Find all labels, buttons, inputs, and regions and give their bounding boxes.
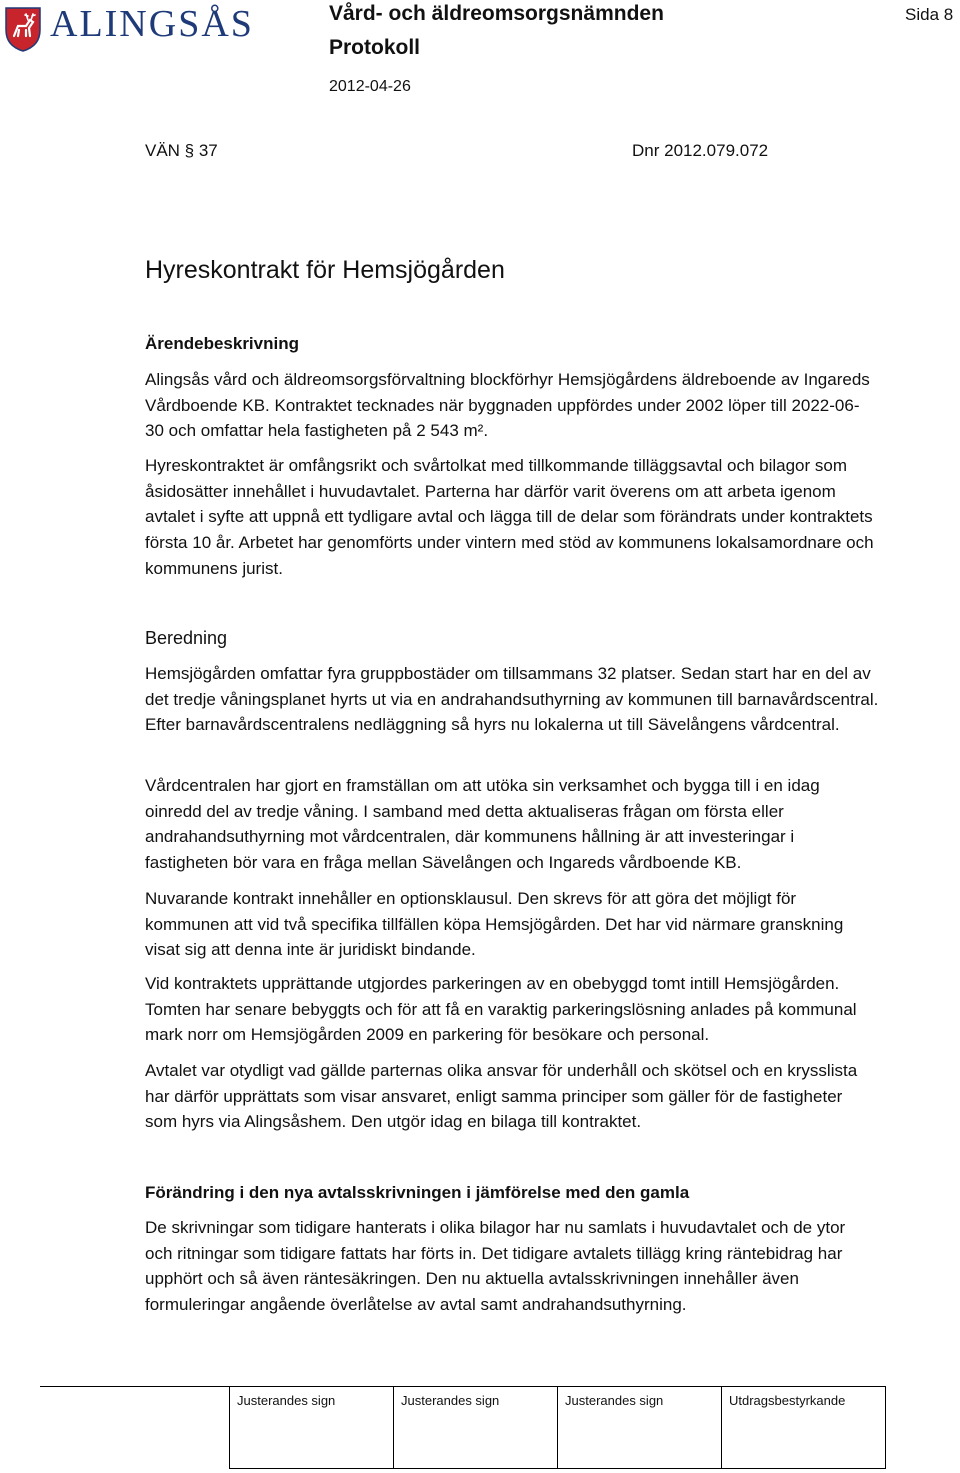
diary-number: Dnr 2012.079.072 xyxy=(632,141,769,160)
signature-box-bottom xyxy=(229,1468,885,1469)
paragraph: Nuvarande kontrakt innehåller en optionsklausul. Den skrevs för att göra det möjligt för kommunen att vid två specifika tillfällen köpa Hemsjögården. Det har vid närmare granskning visat sig att denna inte är juridiskt bindande. xyxy=(145,889,844,960)
signature-label: Justerandes sign xyxy=(237,1393,336,1408)
document-type: Protokoll xyxy=(329,36,421,59)
page-title: Hyreskontrakt för Hemsjögården xyxy=(145,256,505,284)
signature-label: Justerandes sign xyxy=(401,1393,500,1408)
paragraph: Vårdcentralen har gjort en framställan om att utöka sin verksamhet och bygga till i en idag oinredd del av tredje våning. I samband med detta aktualiseras frågan om första eller andrahandsuthyrning mot vårdcentralen, där kommunens hållning är att investeringar i fastigheten bör vara en fråga mellan Sävelången och Ingareds vårdboende KB. xyxy=(145,776,820,873)
signature-box-divider xyxy=(721,1386,722,1469)
extract-certification-label: Utdragsbestyrkande xyxy=(729,1393,846,1408)
logo-wordmark: ALINGSÅS xyxy=(50,3,254,45)
section-heading-forandring: Förändring i den nya avtalsskrivningen i jämförelse med den gamla xyxy=(145,1183,690,1202)
signature-box-divider xyxy=(885,1386,886,1469)
signature-box-divider xyxy=(229,1386,230,1469)
signature-box-divider xyxy=(557,1386,558,1469)
paragraph: Avtalet var otydligt vad gällde parternas olika ansvar för underhåll och skötsel och en krysslista har därför upprättats som visar ansvaret, enligt samma principer som gäller för de fastigheter som hyrs via Alingsåshem. Den utgör idag en bilaga till kontraktet. xyxy=(145,1061,858,1132)
paragraph: Hemsjögården omfattar fyra gruppbostäder om tillsammans 32 platser. Sedan start har en del av det tredje våningsplanet hyrts ut via en andrahandsuthyrning av kommunen till barnavårdscentral. Efter barnavårdscentralens nedläggning så hyrs nu lokalerna ut till Sävelångens vårdcentral. xyxy=(145,664,879,735)
footer-divider xyxy=(40,1386,885,1387)
paragraph: Alingsås vård och äldreomsorgsförvaltning blockförhyr Hemsjögårdens äldreboende av Ingareds Vårdboende KB. Kontraktet tecknades när byggnaden uppfördes under 2002 löper till 2022-06-30 och omfattar hela fastigheten på 2 543 m². xyxy=(145,370,870,441)
paragraph: Vid kontraktets upprättande utgjordes parkeringen av en obebyggd tomt intill Hemsjögården. Tomten har senare bebyggts och för att få en varaktig parkeringslösning anlades på kommunal mark norr om Hemsjögården 2009 en parkering för besökare och personal. xyxy=(145,974,857,1045)
page-number: Sida 8 xyxy=(905,5,954,24)
paragraph: Hyreskontraktet är omfångsrikt och svårtolkat med tillkommande tilläggsavtal och bilagor som åsidosätter innehållet i huvudavtalet. Parterna har därför varit överens om att arbeta igenom avtalet i syfte att uppnå ett tydligare avtal och lägga till de delar som förändrats under kontraktets första 10 år. Arbetet har genomförts under vintern med stöd av kommunens lokalsamordnare och kommunens jurist. xyxy=(145,456,874,578)
section-heading-beredning: Beredning xyxy=(145,628,228,648)
meeting-date: 2012-04-26 xyxy=(329,78,411,95)
section-heading-arendebeskrivning: Ärendebeskrivning xyxy=(145,334,299,353)
municipality-logo xyxy=(0,0,265,52)
organization-name: Vård- och äldreomsorgsnämnden xyxy=(329,2,664,25)
signature-box-divider xyxy=(393,1386,394,1469)
signature-label: Justerandes sign xyxy=(565,1393,664,1408)
coat-of-arms-icon xyxy=(4,6,42,52)
paragraph-reference: VÄN § 37 xyxy=(145,141,218,160)
paragraph: De skrivningar som tidigare hanterats i olika bilagor har nu samlats i huvudavtalet och de ytor och ritningar som tidigare fattats har förts in. Det tidigare avtalets tillägg kring räntebidrag har upphört och så även räntesäkringen. Den nu aktuella avtalsskrivningen innehåller även formuleringar angående överlåtelse av avtal samt andrahandsuthyrning. xyxy=(145,1218,846,1315)
